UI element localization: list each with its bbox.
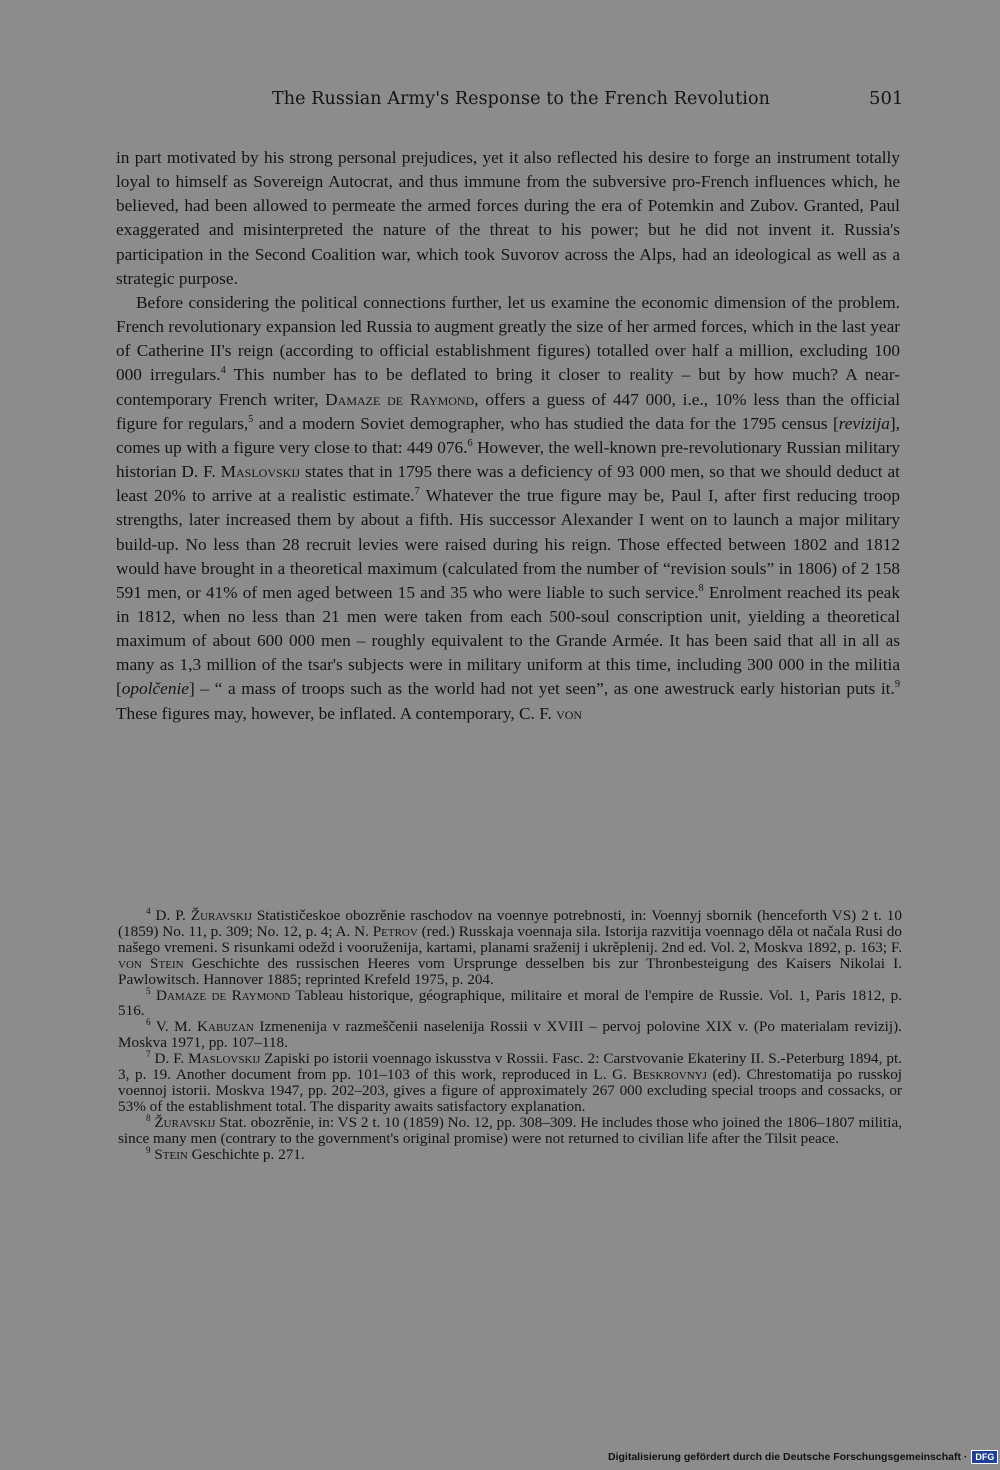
text-span: Geschichte des russischen Heeres vom Ursprunge desselben bis zur Thronbesteigung des Kaisers Nikolai I. Pawlowitsch. Hannover 1885; reprinted Krefeld 1975, p. 204.	[118, 954, 902, 988]
funding-note: Digitalisierung gefördert durch die Deutsche Forschungsgemeinschaft ·	[608, 1451, 968, 1463]
author-name: Maslovskij	[220, 462, 301, 482]
text-span: D. F.	[150, 1050, 189, 1068]
dfg-logo[interactable]: DFG	[971, 1450, 998, 1464]
page-number: 501	[869, 88, 904, 109]
footnote-9	[118, 1144, 902, 1163]
text-span: These figures may, however, be inflated. A contemporary, C. F.	[116, 703, 557, 723]
footnote-number: 6	[146, 1017, 151, 1028]
footnote-ref[interactable]: 9	[894, 679, 900, 691]
author-name: Damaze de Raymond	[156, 986, 291, 1004]
text-span: and a modern Soviet demographer, who has studied the data for the 1795 census [	[253, 413, 839, 433]
paragraph-2	[116, 291, 900, 726]
text-span: ] – “ a mass of troops such as the world had not yet seen”, as one awestruck early historian puts it.	[188, 679, 895, 699]
footnote-4	[118, 905, 902, 988]
footnotes	[118, 905, 903, 1163]
author-name: Maslovskij	[188, 1050, 261, 1068]
text-span: states that in 1795 there was a deficiency of 93 000 men, so that we should deduct at least 20% to arrive at a realistic estimate.	[116, 462, 900, 506]
text-span: Before considering the political connections further, let us examine the economic dimension of the problem. French revolutionary expansion led Russia to augment greatly the size of her armed forces, which in the last year of Catherine II's reign (according to official establishment figures) totalled over half a million, excluding 100 000 irregulars.	[116, 292, 900, 385]
footnote-8	[118, 1112, 902, 1147]
footnote-6	[118, 1019, 902, 1051]
text-span: (red.) Russkaja voennaja sila. Istorija razvitija voennago děla ot načala Rusi do našego vremeni. S risunkami odežd i vooruženija, kartami, planami sraženij i ukrěplenij. 2nd ed. Vol. 2, Moskva 1892, p. 163; F.	[118, 922, 902, 956]
text-span: Enrolment reached its peak in 1812, when no less than 21 men were taken from each 500-soul conscription unit, yielding a theoretical maximum of about 600 000 men – roughly equivalent to the Grande Armée. It has been said that all in all as many as 1,3 million of the tsar's subjects were in military uniform at this time, including 300 000 in the militia [	[116, 582, 900, 699]
text-span: D. P.	[150, 907, 191, 924]
term-italic: revizija	[838, 413, 890, 433]
paragraph-1: in part motivated by his strong personal prejudices, yet it also reflected his desire to forge an instrument totally loyal to himself as Sovereign Autocrat, and thus immune from the subversive pro-French influences which, he believed, had been allowed to permeate the armed forces during the era of Potemkin and Zubov. Granted, Paul exaggerated and misinterpreted the nature of the threat to his power; but he did not invent it. Russia's participation in the Second Coalition war, which took Suvorov across the Alps, had an ideological as well as a strategic purpose.	[116, 148, 900, 288]
text-span: Stat. obozrěnie, in: VS 2 t. 10 (1859) No. 12, pp. 308–309. He includes those who joined the 1806–1807 militia, since many men (contrary to the government's original promise) were not returned to civilian life after the Tilsit peace.	[118, 1113, 902, 1147]
running-header: The Russian Army's Response to the French Revolution	[272, 89, 770, 109]
text-span: V. M.	[150, 1018, 198, 1036]
author-name: Žuravskij	[154, 1113, 216, 1131]
text-span: , offers a guess of 447 000, i.e., 10% less than the official figure for regulars,	[116, 389, 900, 433]
author-name: Petrov	[372, 922, 418, 940]
author-name: Damaze de Raymond	[325, 389, 475, 409]
digitization-footer	[608, 1450, 998, 1464]
footnote-number: 9	[146, 1144, 151, 1155]
text-span: Tableau historique, géographique, militaire et moral de l'empire de Russie. Vol. 1, Paris 1812, p. 516.	[118, 986, 903, 1020]
footnote-number: 8	[146, 1112, 151, 1123]
text-span: This number has to be deflated to bring it closer to reality – but by how much? A near-contemporary French writer,	[116, 365, 901, 409]
author-name: von	[556, 703, 583, 723]
text-span: Geschichte p. 271.	[187, 1145, 305, 1163]
text-span: ], comes up with a figure very close to that: 449 076.	[116, 413, 900, 457]
footnote-ref[interactable]: 8	[698, 583, 704, 595]
author-name: Stein	[154, 1145, 188, 1163]
text-span: Izmenenija v razmeščenii naselenija Rossii v XVIII – pervoj polovine XIX v. (Po materialam revizij). Moskva 1971, pp. 107–118.	[118, 1018, 902, 1052]
footnote-7	[118, 1051, 902, 1115]
footnote-number: 4	[146, 905, 151, 916]
author-name: von Stein	[118, 954, 184, 972]
footnote-ref[interactable]: 6	[467, 438, 473, 450]
main-text	[116, 146, 900, 726]
footnote-number: 7	[146, 1049, 151, 1060]
author-name: Kabuzan	[197, 1018, 254, 1036]
text-span: (ed). Chrestomatija po russkoj voennoj istorii. Moskva 1947, pp. 202–203, gives a figure of approximately 267 000 excluding special troops and cossacks, or 53% of the establishment total. The disparity awaits satisfactory explanation.	[118, 1066, 903, 1115]
text-span: Whatever the true figure may be, Paul I, after first reducing troop strengths, later increased them by about a fifth. His successor Alexander I went on to launch a major military build-up. No less than 28 recruit levies were raised during his reign. Those effected between 1802 and 1812 would have brought in a theoretical maximum (calculated from the number of “revision souls” in 1806) of 2 158 591 men, or 41% of men aged between 15 and 35 who were liable to such service.	[116, 486, 901, 602]
footnote-ref[interactable]: 4	[220, 365, 226, 377]
footnote-5	[118, 985, 903, 1020]
footnote-number: 5	[146, 985, 151, 996]
text-span: Statističeskoe obozrěnie raschodov na voennye potrebnosti, in: Voennyj sbornik (henceforth VS) 2 t. 10 (1859) No. 11, p. 309; No. 12, p. 4; A. N.	[118, 907, 902, 940]
text-span: However, the well-known pre-revolutionary Russian military historian D. F.	[116, 437, 900, 482]
term-italic: opolčenie	[121, 679, 189, 699]
author-name: Žuravskij	[190, 907, 252, 924]
author-name: Beskrovnyj	[632, 1066, 707, 1084]
text-span: Zapiski po istorii voennago iskusstva v Rossii. Fasc. 2: Carstvovanie Ekateriny II. S.-Peterburg 1894, pt. 3, p. 19. Another document from pp. 101–103 of this work, reproduced in L. G.	[118, 1050, 902, 1084]
footnote-ref[interactable]: 5	[248, 413, 254, 425]
footnote-ref[interactable]: 7	[414, 486, 420, 498]
